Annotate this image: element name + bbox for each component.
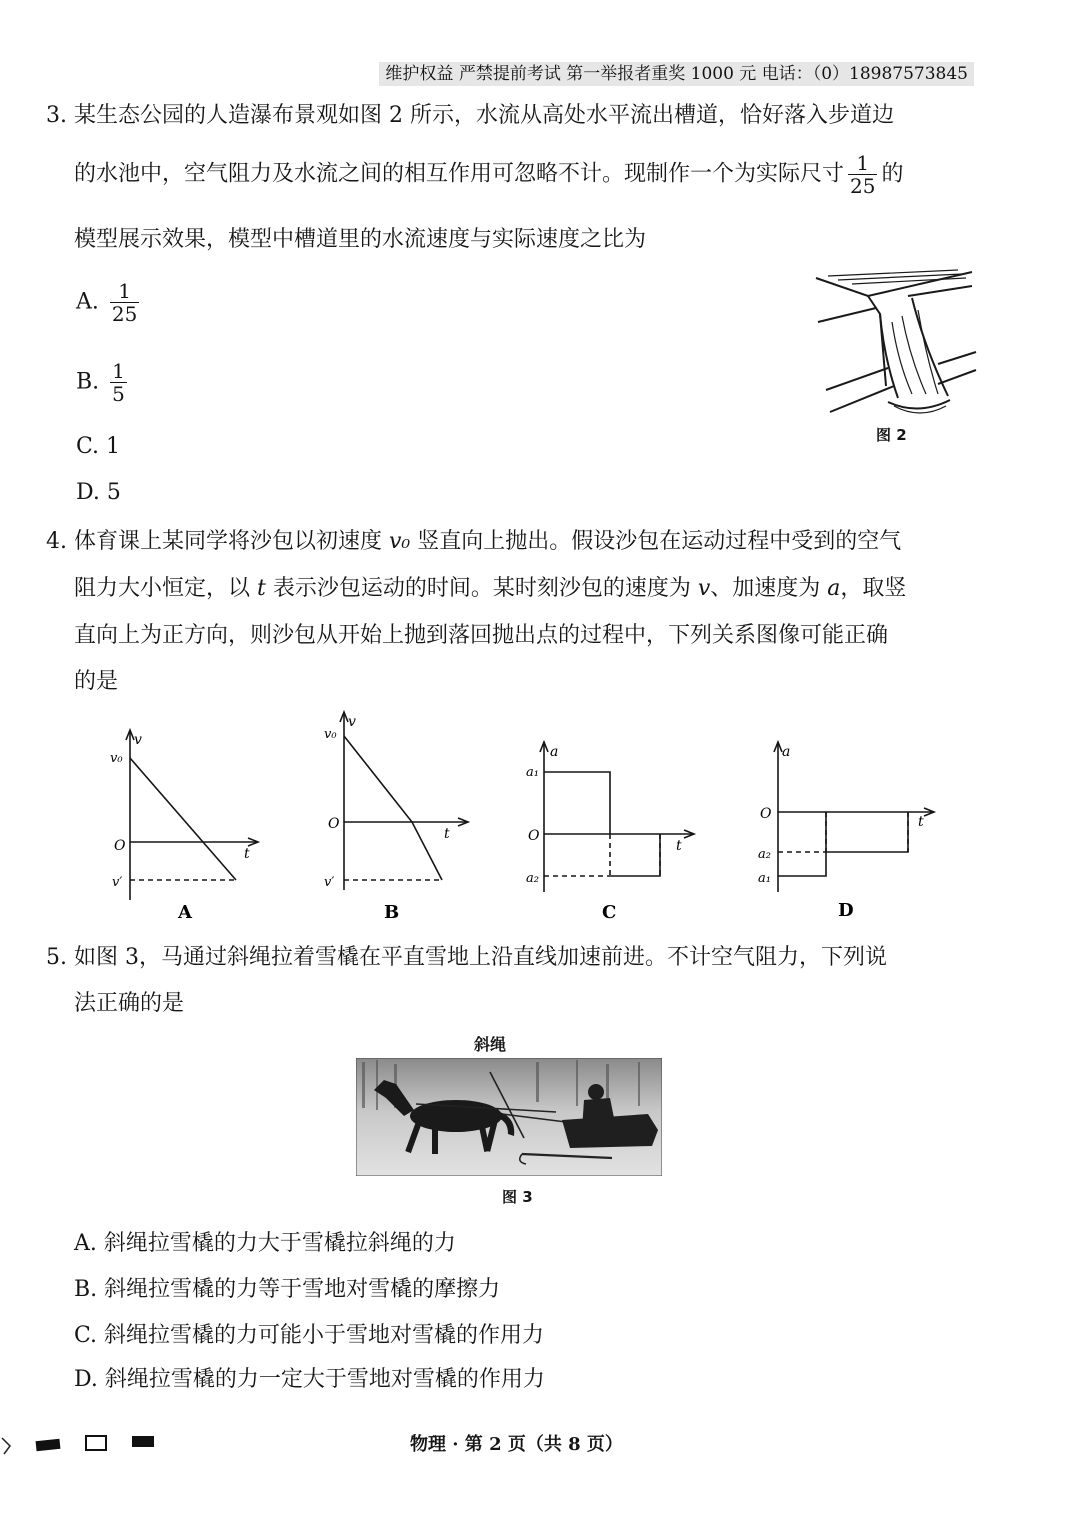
origin-label: O [760,806,772,822]
q4-text-line4: 的是 [74,669,119,694]
q4-text: 体育课上某同学将沙包以初速度 [74,529,389,554]
bottom-value-label: a₂ [526,871,539,886]
v-line [344,736,442,880]
figure-2-caption: 图 2 [876,426,907,444]
graph-label: B [384,902,400,922]
x-axis-label: t [676,838,682,854]
q3-line1 [46,98,894,129]
graph-d [752,736,942,922]
q4-text: 、加速度为 [710,576,828,601]
y-axis-label: v [348,714,356,730]
walkway-rail-6 [938,370,976,384]
option-text: 斜绳拉雪橇的力大于雪橇拉斜绳的力 [103,1231,456,1256]
q5-line1 [46,940,887,971]
q5-number: 5. [46,945,67,970]
option-text: 斜绳拉雪橇的力可能小于雪地对雪橇的作用力 [104,1323,545,1348]
q5-text-line1: 如图 3，马通过斜绳拉着雪橇在平直雪地上沿直线加速前进。不计空气阻力，下列说 [74,945,887,970]
scan-alignment-marks [0,1428,170,1462]
option-fraction [110,280,139,325]
q5-option-a [74,1226,456,1257]
option-label: C. [76,434,100,459]
y-axis-label: a [550,744,559,760]
x-axis-label: t [244,846,250,862]
a2-segment [610,834,660,876]
page-footer: 物理 · 第 2 页（共 8 页） [410,1434,623,1455]
walkway-rail-2 [908,286,972,296]
q3-option-d [76,480,121,505]
option-text: 斜绳拉雪橇的力一定大于雪地对雪橇的作用力 [104,1367,545,1392]
q5-option-c [74,1318,544,1349]
option-text: 5 [106,480,121,505]
y-axis-label: a [782,744,791,760]
walkway-rail-1 [818,308,876,322]
q5-option-d [74,1362,545,1393]
origin-label: O [528,828,540,844]
figure-2-waterfall [808,266,980,421]
a1-segment [778,812,826,876]
q4-v-symbol: v [697,576,711,601]
mid-value-label: a₂ [758,847,771,862]
figure-3-caption: 图 3 [502,1188,533,1206]
q3-option-b [76,360,131,405]
q3-text-line2a: 的水池中，空气阻力及水流之间的相互作用可忽略不计。现制作一个为实际尺寸 [74,161,845,187]
option-label: D. [76,480,100,505]
q4-line1 [46,524,901,555]
graph-label: C [602,902,617,922]
q4-t-symbol: t [257,576,266,601]
q3-scale-num: 1 [856,151,870,175]
q3-line2 [74,152,903,197]
a2-segment [826,812,908,852]
bottom-value-label: v′ [112,875,123,890]
option-text: 1 [106,434,121,459]
top-value-label: v₀ [324,727,337,742]
anti-cheat-notice: 维护权益 严禁提前考试 第一举报者重奖 1000 元 电话：（0）18987573845 [379,62,974,86]
q3-text-line1: 某生态公园的人造瀑布景观如图 2 所示，水流从高处水平流出槽道，恰好落入步道边 [74,103,894,128]
bottom-value-label: v′ [324,875,335,890]
q4-line2 [74,571,906,602]
top-value-label: v₀ [110,751,123,766]
graph-c [520,736,700,922]
x-axis-label: t [918,814,924,830]
q4-text: 阻力大小恒定，以 [74,576,257,601]
q3-option-a [76,280,143,325]
option-text: 斜绳拉雪橇的力等于雪地对雪橇的摩擦力 [104,1277,501,1302]
origin-label: O [114,838,126,854]
q4-text: 表示沙包运动的时间。某时刻沙包的速度为 [265,576,698,601]
graph-label: D [838,900,854,921]
q4-text-line3: 直向上为正方向，则沙包从开始上抛到落回抛出点的过程中，下列关系图像可能正确 [74,623,889,648]
origin-label: O [328,816,340,832]
y-axis-label: v [134,732,142,748]
figure-3-rope-label: 斜绳 [474,1035,507,1054]
graph-label: A [178,902,192,922]
x-axis-label: t [444,826,450,842]
q4-v0-symbol: v₀ [389,529,411,554]
figure-3-horse-sled-photo [356,1058,662,1176]
q4-a-symbol: a [827,576,841,601]
bottom-value-label: a₁ [758,871,771,886]
graph-a [100,722,270,922]
option-label: C. [74,1323,98,1348]
v-line [130,758,236,880]
q3-option-c [76,434,120,459]
option-label: B. [74,1277,98,1302]
option-label: B. [76,369,100,395]
option-fraction [110,360,127,405]
option-label: D. [74,1367,98,1392]
fraction-num: 1 [112,359,125,383]
q4-text: ，取竖 [840,576,907,601]
q5-text-line2: 法正确的是 [74,991,185,1016]
fraction-den: 5 [112,382,125,406]
q5-option-b [74,1272,500,1303]
walkway-rail-3 [826,368,888,390]
option-label: A. [76,289,99,315]
option-label: A. [74,1231,97,1256]
top-value-label: a₁ [526,765,539,780]
fraction-den: 25 [111,302,138,326]
q3-text-line2b: 的 [881,161,904,187]
q4-text: 竖直向上抛出。假设沙包在运动过程中受到的空气 [410,529,902,554]
walkway-rail-5 [938,352,976,364]
a1-segment [544,772,610,834]
q3-scale-den: 25 [850,174,876,198]
fraction-num: 1 [118,279,131,303]
q3-text-line3: 模型展示效果，模型中槽道里的水流速度与实际速度之比为 [74,227,647,252]
walkway-rail-4 [830,386,894,412]
graph-b [312,704,482,922]
q3-number: 3. [46,103,67,128]
q3-scale-fraction [848,152,877,197]
q4-number: 4. [46,529,67,554]
